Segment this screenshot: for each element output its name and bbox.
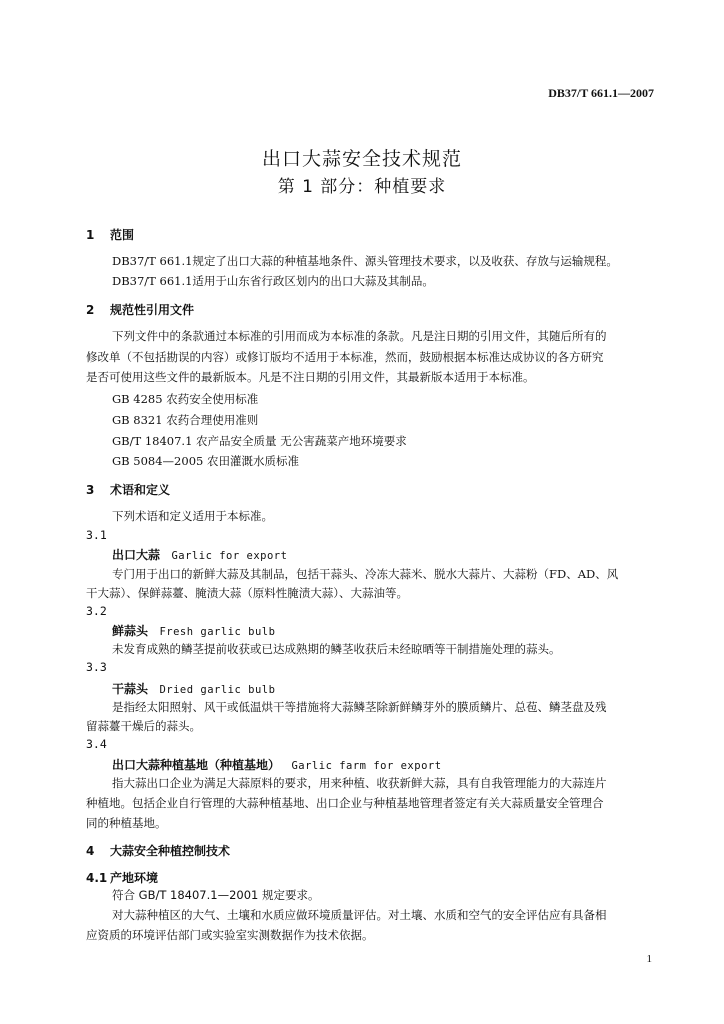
paragraph: 应资质的环境评估部门或实验室实测数据作为技术依据。 (86, 928, 374, 942)
paragraph: 符合 GB/T 18407.1—2001 规定要求。 (112, 888, 320, 902)
paragraph: 是指经太阳照射、风干或低温烘干等措施将大蒜鳞茎除新鲜鳞芽外的膜质鳞片、总苞、鳞茎盘及残 (112, 700, 607, 714)
reference-item: GB 5084—2005 农田灌溉水质标准 (112, 454, 299, 468)
term-heading: 出口大蒜 Garlic for export (112, 548, 288, 562)
document-subtitle: 第 1 部分：种植要求 (277, 177, 447, 197)
paragraph: 下列术语和定义适用于本标准。 (112, 509, 273, 523)
section-1-heading: 1 范围 (86, 228, 135, 242)
paragraph: 同的种植基地。 (86, 816, 167, 830)
subsection-4-1-heading: 4.1 产地环境 (86, 871, 159, 885)
reference-item: GB 4285 农药安全使用标准 (112, 392, 259, 406)
section-4-heading: 4 大蒜安全种植控制技术 (86, 844, 231, 858)
paragraph: 未发育成熟的鳞茎提前收获或已达成熟期的鳞茎收获后未经晾晒等干制措施处理的蒜头。 (112, 642, 561, 656)
paragraph: 留蒜薹干燥后的蒜头。 (86, 719, 201, 733)
term-heading: 鲜蒜头 Fresh garlic bulb (112, 624, 276, 638)
term-heading: 干蒜头 Dried garlic bulb (112, 682, 276, 696)
reference-item: GB 8321 农药合理使用准则 (112, 413, 259, 427)
paragraph: 修改单（不包括勘误的内容）或修订版均不适用于本标准，然而，鼓励根据本标准达成协议的各方研究 (86, 350, 604, 364)
term-number: 3.4 (86, 737, 107, 751)
paragraph: 干大蒜）、保鲜蒜薹、腌渍大蒜（原料性腌渍大蒜）、大蒜油等。 (86, 586, 408, 600)
document-id: DB37/T 661.1—2007 (548, 86, 654, 100)
reference-item: GB/T 18407.1 农产品安全质量 无公害蔬菜产地环境要求 (112, 434, 407, 448)
paragraph: DB37/T 661.1适用于山东省行政区划内的出口大蒜及其制品。 (112, 274, 434, 288)
term-heading: 出口大蒜种植基地（种植基地） Garlic farm for export (112, 758, 442, 772)
document-title: 出口大蒜安全技术规范 (261, 148, 462, 170)
term-number: 3.2 (86, 604, 107, 618)
paragraph: 对大蒜种植区的大气、土壤和水质应做环境质量评估。对土壤、水质和空气的安全评估应有具备相 (112, 908, 607, 922)
term-number: 3.3 (86, 660, 107, 674)
section-3-heading: 3 术语和定义 (86, 483, 171, 497)
paragraph: 是否可使用这些文件的最新版本。凡是不注日期的引用文件，其最新版本适用于本标准。 (86, 370, 535, 384)
paragraph: 下列文件中的条款通过本标准的引用而成为本标准的条款。凡是注日期的引用文件，其随后所有的 (112, 329, 607, 343)
section-2-heading: 2 规范性引用文件 (86, 303, 195, 317)
paragraph: 种植地。包括企业自行管理的大蒜种植基地、出口企业与种植基地管理者签定有关大蒜质量安全管理合 (86, 796, 604, 810)
paragraph: 专门用于出口的新鲜大蒜及其制品，包括干蒜头、冷冻大蒜米、脱水大蒜片、大蒜粉（FD、AD、风 (112, 567, 619, 581)
page-number: 1 (646, 953, 652, 965)
term-number: 3.1 (86, 528, 107, 542)
paragraph: DB37/T 661.1规定了出口大蒜的种植基地条件、源头管理技术要求，以及收获、存放与运输规程。 (112, 254, 618, 268)
paragraph: 指大蒜出口企业为满足大蒜原料的要求，用来种植、收获新鲜大蒜，具有自我管理能力的大蒜连片 (112, 776, 607, 790)
